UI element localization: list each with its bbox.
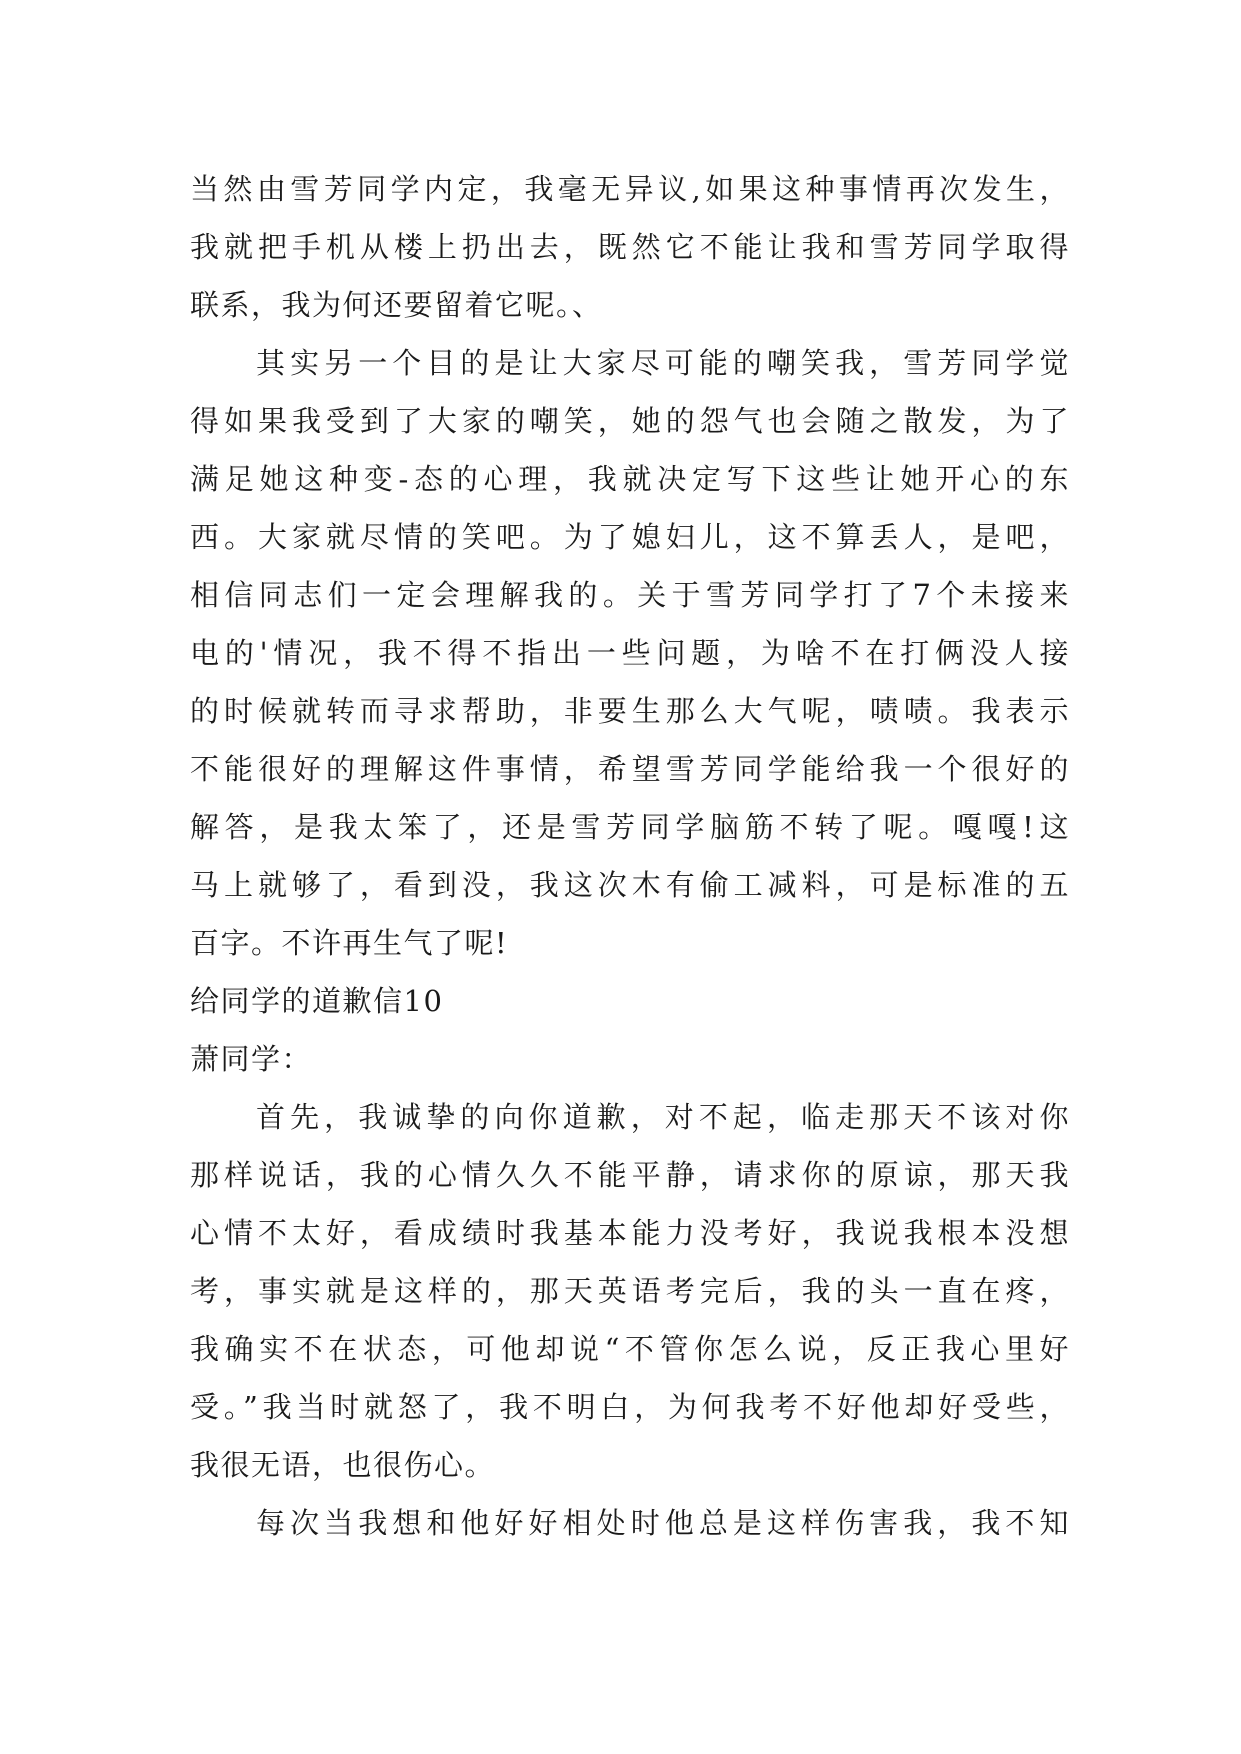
text-line: 解答，是我太笨了，还是雪芳同学脑筋不转了呢。嘎嘎!这 xyxy=(190,810,1070,844)
text-line: 西。大家就尽情的笑吧。为了媳妇儿，这不算丢人，是吧， xyxy=(190,520,1070,554)
text-line: 百字。不许再生气了呢! xyxy=(190,926,509,960)
text-line: 马上就够了，看到没，我这次木有偷工减料，可是标准的五 xyxy=(190,868,1070,902)
text-line: 电的'情况，我不得不指出一些问题，为啥不在打俩没人接 xyxy=(190,636,1070,670)
text-line: 相信同志们一定会理解我的。关于雪芳同学打了7个未接来 xyxy=(190,578,1070,612)
text-line: 考，事实就是这样的，那天英语考完后，我的头一直在疼， xyxy=(190,1274,1070,1308)
text-line: 当然由雪芳同学内定，我毫无异议,如果这种事情再次发生， xyxy=(190,172,1070,206)
text-line: 受。”我当时就怒了，我不明白，为何我考不好他却好受些， xyxy=(190,1390,1070,1424)
text-line: 我确实不在状态，可他却说“不管你怎么说，反正我心里好 xyxy=(190,1332,1070,1366)
text-line: 我就把手机从楼上扔出去，既然它不能让我和雪芳同学取得 xyxy=(190,230,1070,264)
text-line: 得如果我受到了大家的嘲笑，她的怨气也会随之散发，为了 xyxy=(190,404,1070,438)
text-line: 心情不太好，看成绩时我基本能力没考好，我说我根本没想 xyxy=(190,1216,1070,1250)
paragraph-first-line: 每次当我想和他好好相处时他总是这样伤害我，我不知 xyxy=(256,1506,1070,1540)
paragraph-first-line: 其实另一个目的是让大家尽可能的嘲笑我，雪芳同学觉 xyxy=(256,346,1070,380)
paragraph-first-line: 首先，我诚挚的向你道歉，对不起，临走那天不该对你 xyxy=(256,1100,1070,1134)
section-heading: 给同学的道歉信10 xyxy=(190,984,444,1018)
text-line: 满足她这种变-态的心理，我就决定写下这些让她开心的东 xyxy=(190,462,1070,496)
text-line: 那样说话，我的心情久久不能平静，请求你的原谅，那天我 xyxy=(190,1158,1070,1192)
body-text xyxy=(190,160,1070,1552)
text-line: 联系，我为何还要留着它呢。、 xyxy=(190,288,603,322)
text-line: 的时候就转而寻求帮助，非要生那么大气呢，啧啧。我表示 xyxy=(190,694,1070,728)
text-line: 我很无语，也很伤心。 xyxy=(190,1448,496,1482)
salutation: 萧同学： xyxy=(190,1042,313,1076)
text-line: 不能很好的理解这件事情，希望雪芳同学能给我一个很好的 xyxy=(190,752,1070,786)
